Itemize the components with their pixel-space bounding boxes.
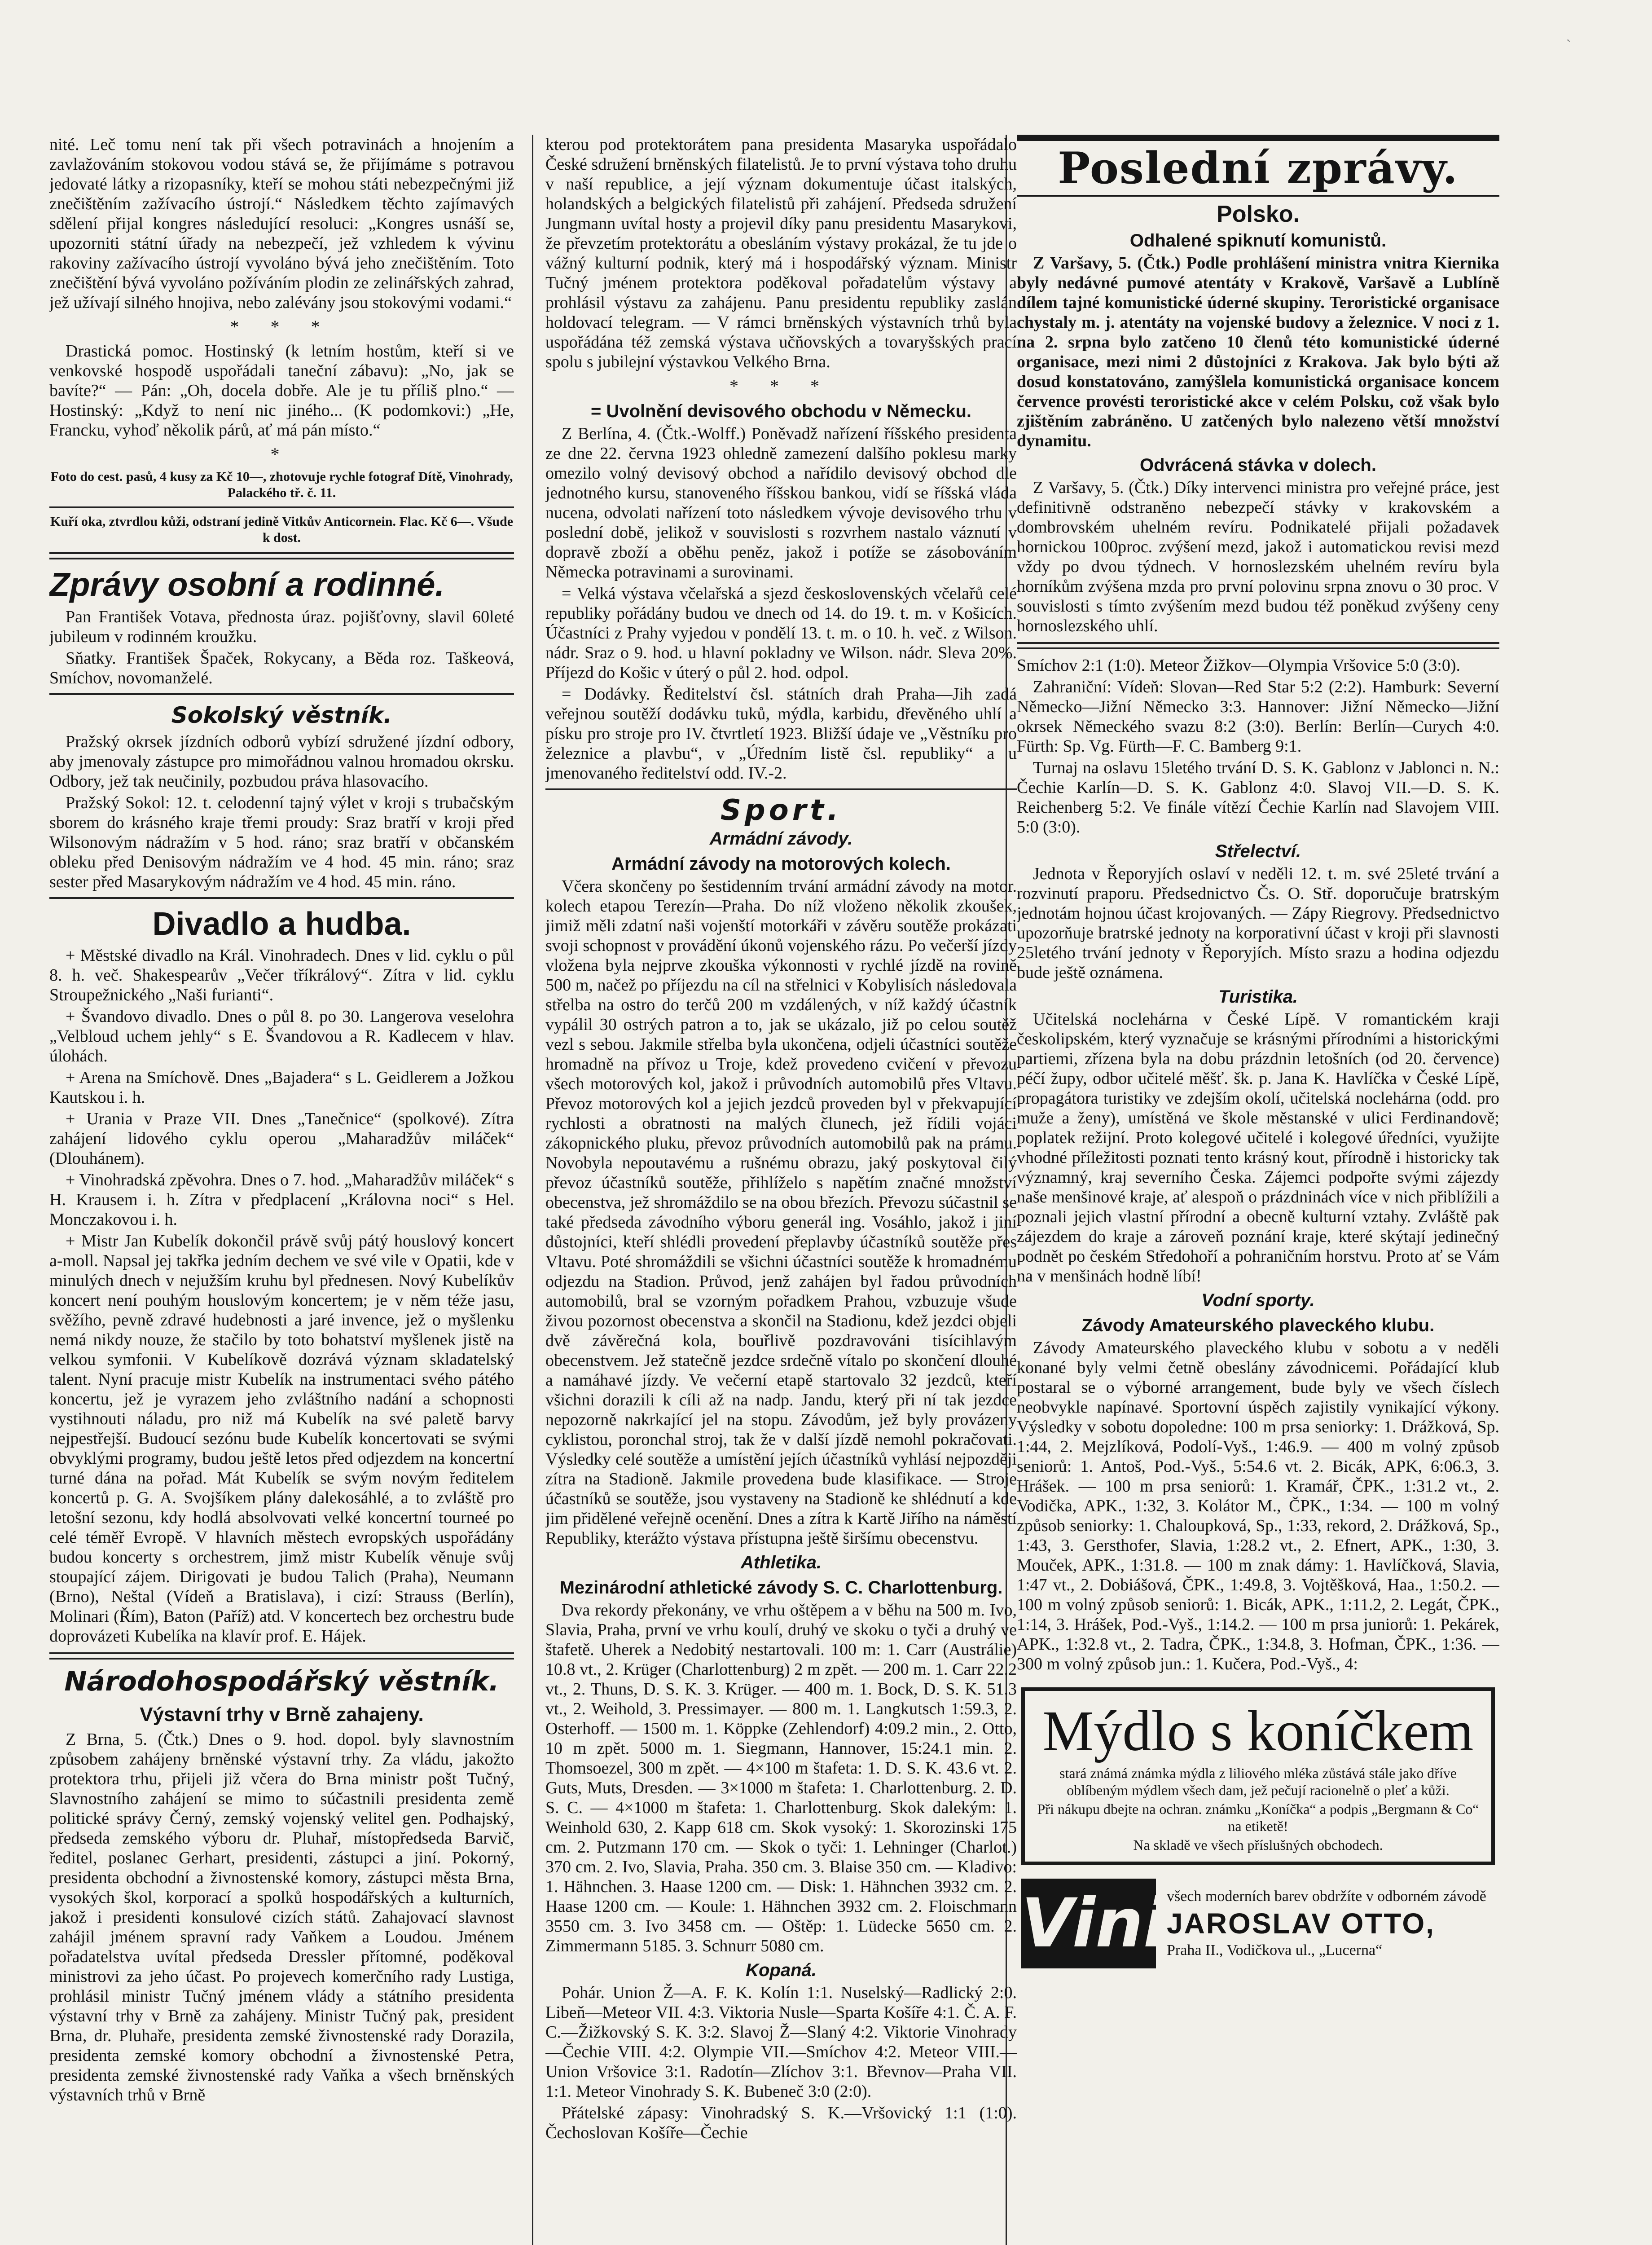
- advert-brand: JAROSLAV OTTO,: [1167, 1907, 1435, 1940]
- article-text: Z Berlína, 4. (Čtk.-Wolff.) Poněvadž nařízení říšského presidenta ze dne 22. června 1923 ohledně zamezení dalšího poklesu marky omezilo volný devisový obchod a nařídilo devisový obchod dle jednotného kursu, stanoveného říšskou bankou, vidí se říšská vláda nucena, odvolati nařízení toto následkem vývoje devisového trhu v poslední době, jelikož v souvislosti s rozvrhem nastalo váznutí v dopravě zboží a oběhu peněz, jakož i potíže se zásobováním Německa potravinami a surovinami.: [545, 424, 1017, 581]
- article-text: = Dodávky. Ředitelství čsl. státních drah Praha—Jih zadá veřejnou soutěží dodávku tuků, mýdla, karbidu, dřevěného uhlí a písku pro stroje pro IV. čtvrtletí 1923. Bližší údaje ve „Věstníku pro železnice a plavbu“, v „Úředním listě čsl. republiky“ a u jmenovaného ředitelství odd. IV.-2.: [545, 685, 1017, 783]
- separator-stars: * * *: [230, 317, 334, 337]
- divider: [49, 506, 514, 508]
- separator-stars: * * *: [729, 376, 833, 396]
- article-text: Z Brna, 5. (Čtk.) Dnes o 9. hod. dopol. byly slavnostním způsobem zahájeny brněnské výstavní trhy. Za vládu, jakožto protektora trhu, přijeli již včera do Brna ministr pošt Tučný, Slavnostního zahájení se mimo to súčastnili presidenta země politické správy Černý, zemský vojenský velitel gen. Podhajský, předseda zemského výboru dr. Pluhař, místopředseda Barvič, ředitel, poslanec Gerhart, presidenti, zástupci a jiní. Pokorný, presidenta obchodní a živnostenské komory, zástupci města Brna, vysokých škol, korporací a spolků hospodářských a kulturních, jakož i presidenti konsulové cizích států. Zahajovací slavnost zahájil jménem spravní rady Vaňkem a Loudou. Jménem pořadatelstva uvítal předseda Dressler přítomné, poděkoval ministrovi za jeho účast. Po projevech komerčního rady Lustiga, prohlásil ministr Tučný jménem vlády a státního presidenta výstavní trhy v Brně za zahájeny. Ministr Tučný pak, president Brna, dr. Pluhaře, presidenta zemské živnostenské rady Dorazila, presidenta zemské komory obchodní a živnostenské Petra, presidenta zemské živnostenské rady Vaňka a všech brněnských výstavních trhů v Brně: [49, 1730, 514, 2104]
- football-results: Přátelské zápasy: Vinohradský S. K.—Vršovický 1:1 (1:0). Čechoslovan Košíře—Čechie: [545, 2104, 1017, 2142]
- advert-text: Praha II., Vodičkova ul., „Lucerna“: [1167, 1942, 1383, 1959]
- theatre-news: + Urania v Praze VII. Dnes „Tanečnice“ (spolkové). Zítra zahájení lidového cyklu operou „Maharadžův miláček“ (Dlouhánem).: [49, 1109, 514, 1168]
- theatre-news: + Městské divadlo na Král. Vinohradech. Dnes v lid. cyklu o půl 8. h. več. Shakespearův „Večer tříkrálový“. Zítra v lid. cyklu Stroupežnického „Naši furianti“.: [49, 946, 514, 1004]
- separator-star: *: [270, 444, 293, 464]
- advert-text: Při nákupu dbejte na ochran. známku „Koníčka“ a podpis „Bergmann & Co“ na etiketě!: [1037, 1801, 1479, 1834]
- section-heading: Zprávy osobní a rodinné.: [49, 566, 444, 603]
- theatre-news: + Vinohradská zpěvohra. Dnes o 7. hod. „Maharadžův miláček“ s H. Krausem i. h. Zítra v předplacení „Královna noci“ s Hel. Monczakovou i. h.: [49, 1171, 514, 1229]
- ad-foto: Foto do cest. pasů, 4 kusy za Kč 10—, zhotovuje rychle fotograf Dítě, Vinohrady, Palackého tř. č. 11.: [50, 469, 513, 500]
- football-results: Pohár. Union Ž—A. F. K. Kolín 1:1. Nuselský—Radlický 2:0. Libeň—Meteor VII. 4:3. Viktoria Nusle—Sparta Košíře 4:1. Č. A. F. C.—Žižkovský S. K. 3:2. Slavoj Ž—Slaný 4:2. Viktorie Vinohrady—Čechie VIII. 4:2. Olympie VII.—Smíchov 4:2. Meteor VIII.—Union Vršovice 3:1. Radotín—Zlíchov 3:1. Břevnov—Praha VII. 1:1. Meteor Vinohrady S. K. Bubeneč 3:0 (2:0).: [545, 1983, 1017, 2101]
- article-heading: Závody Amateurského plaveckého klubu.: [1081, 1316, 1435, 1335]
- column-2: [545, 135, 1017, 2245]
- section-heading: Národohospodářský věstník.: [64, 1666, 499, 1697]
- divider: [1017, 642, 1499, 649]
- advert-text: stará známá známka mýdla z liliového mléka zůstává stále jako dříve oblíbeným mýdlem všech dam, jež pečují racionelně o pleť a kůži.: [1059, 1765, 1457, 1798]
- advert-title: Mýdlo s koníčkem: [1042, 1699, 1474, 1763]
- subsection-heading: Athletika.: [740, 1553, 822, 1572]
- article-text: Z Varšavy, 5. (Čtk.) Díky intervenci ministra pro veřejné práce, jest definitivně odstraněno nebezpečí stávky v krakovském a dombrovském uhelném revíru. Podnikatelé přijali požadavek hornickou 100proc. zvýšení mezd, jakož i automatickou revisi mezd vždy po dvou týdnech. V hornoslezském uhelném revíru byla horníkům zvýšena mzda pro první polovinu srpna znovu o 30 proc. V souvislosti s tímto zvýšením mezd budou též poněkud zvýšeny ceny hornoslezského uhlí.: [1017, 478, 1499, 635]
- advert-text: všech moderních barev obdržíte v odborném závodě: [1167, 1888, 1486, 1905]
- article-heading: Polsko.: [1217, 201, 1300, 227]
- sokol-news: Pražský Sokol: 12. t. celodenní tajný výlet v kroji s trubačským sborem do krásného kraje třemi proudy: Sraz bratří v kroji před Wilsonovým nádražím v 5 hod. ráno; sraz bratří v občanském obleku před Denisovým nádražím ve 4 hod. 45 min. ráno; sraz sester před Masarykovým nádražím ve 4 hod. 45 min. ráno.: [49, 793, 514, 891]
- subsection-heading: Vodní sporty.: [1201, 1290, 1315, 1310]
- advert-paints: [1021, 1879, 1495, 1968]
- theatre-news: + Arena na Smíchově. Dnes „Bajadera“ s L. Geidlerem a Jožkou Kautskou i. h.: [49, 1068, 514, 1107]
- advert-body: [1156, 1888, 1486, 1959]
- theatre-news: + Švandovo divadlo. Dnes o půl 8. po 30. Langerova veselohra „Velbloud uchem jehly“ s E. Švandovou a R. Kadlecem v hlav. úlohách.: [49, 1007, 514, 1065]
- personal-news: Pan František Votava, přednosta úraz. pojišťovny, slavil 60leté jubileum v rodinném kroužku.: [49, 607, 514, 646]
- article-text: Učitelská noclehárna v České Lípě. V romantickém kraji českolipském, který vyznačuje se krásnými přírodními a historickými partiemi, zřízena byla na dobu prázdnin letošních (od 20. července) péčí župy, odbor učitelé měšť. šk. p. Jana K. Havlíčka v České Lípě, propagátora turistiky ve zdejším okolí, učitelská noclehárna (odd. pro muže a ženy), umístěná ve škole městanské v ulici Ferdinandově; poplatek režijní. Proto kolegové učitelé i kolegové úředníci, využijte vhodné příležitosti poznati tento krásný kout, přírodně i historicky tak významný, kraj severního Česka. Zájemci podpořte svými zájezdy naše menšinové kraje, ať alespoň o prázdninách více v nich přiblížili a poznali jejich vlastní přírodní a obecně kulturní vztahy. Zvláště pak zájezdem do kraje a zároveň poznání kraje, které skýtají jedinečný podnět po českém Středohoří a pohraničním horstvu. Proto ať se Vám na v menšinách hodně líbí!: [1017, 1010, 1499, 1285]
- divider: [49, 552, 514, 559]
- article-text: Jednota v Řeporyjích oslaví v neděli 12. t. m. své 25leté trvání a rozvinutí praporu. Předsednictvo Čs. O. Stř. doporučuje bratrským jednotám hojnou účast krojovaných. — Zápy Riegrovy. Předsednictvo upozorňuje bratrské jednoty na korporativní účast v kroji při slavnosti 25letého trvání jednoty v Řeporyjích. Místo srazu a hodina odjezdu bude ještě oznámena.: [1017, 864, 1499, 982]
- article-text: = Velká výstava včelařská a sjezd československých včelařů celé republiky pořádány budou ve dnech od 14. do 19. t. m. v Košicích. Účastníci z Prahy vyjedou v pondělí 13. t. m. o 10. h. več. z Wilson. nádr. Sraz o 9. hod. u hlavní pokladny ve Wilson. nádr. Sleva 20%. Příjezd do Košic v úterý o půl 2. hod. odpol.: [545, 584, 1017, 682]
- subsection-heading: Střelectví.: [1215, 841, 1301, 861]
- article-heading: Armádní závody na motorových kolech.: [611, 854, 951, 874]
- latest-news-header: [1017, 135, 1499, 197]
- ad-anticornein: Kuří oka, ztvrdlou kůži, odstraní jedině Vitkův Anticornein. Flac. Kč 6—. Všude k dost.: [50, 514, 514, 545]
- article-subheading: Odvrácená stávka v dolech.: [1140, 455, 1376, 475]
- section-heading: Divadlo a hudba.: [152, 906, 411, 942]
- article-heading: Mezinárodní athletické závody S. C. Charlottenburg.: [559, 1578, 1003, 1598]
- sokol-news: Pražský okrsek jízdních odborů vybízí sdružené jízdní odbory, aby jmenovaly zástupce pro mimořádnou valnou hromadou okrsku. Odbory, jež tak neučinily, pozbudou práva hlasovacího.: [49, 732, 514, 791]
- football-results: Turnaj na oslavu 15letého trvání D. S. K. Gablonz v Jablonci n. N.: Čechie Karlín—D. S. K. Gablonz 4:0. Slavoj VII.—D. S. K. Reichenberg 5:2. Ve finále vítězí Čechie Karlín nad Slavojem VIII. 5:0 (3:0).: [1017, 758, 1499, 836]
- margin-mark: `: [1566, 36, 1571, 54]
- swimming-results: Závody Amateurského plaveckého klubu v sobotu a v neděli konané byly velmi četně obeslány závodnicemi. Pořádající klub postaral se o výborné arrangement, bude byly ve všech číslech neobvykle napínavé. Sportovní úspěch zajistily vynikající výkony. Výsledky v sobotu dopoledne: 100 m prsa seniorky: 1. Drážková, Sp. 1:44, 2. Mejzlíková, Podolí-Vyš., 1:46.9. — 400 m volný způsob seniorů: 1. Antoš, Pod.-Vyš., 5:54.6 vt. 2. Bicák, APK, 6:06.3, 3. Hrášek. — 100 m prsa seniorů: 1. Kramář, ČPK., 1:31.2 vt., 2. Vodička, APK., 1:32, 3. Kolátor M., ČPK., 1:34. — 100 m volný způsob seniorky: 1. Chaloupková, Sp., 1:33, rekord, 2. Drážková, Sp., 1:43, 3. Gersthofer, Slavia, 1:28.2 vt., 2. Efnert, APK., 1:30, 3. Mouček, APK., 1:31.8. — 100 m znak dámy: 1. Havlíčková, Slavia, 1:47 vt., 2. Dobiášová, ČPK., 1:49.8, 3. Vojtěšková, Haa., 1:50.2. — 100 m volný způsob seniorů: 1. Bicák, APK., 1:11.2, 2. Legát, ČPK., 1:14, 3. Hrášek, Pod.-Vyš., 1:14.2. — 100 m prsa juniorů: 1. Pekárek, APK., 1:32.8 vt., 2. Tadra, ČPK., 1:34.8, 3. Hofman, ČPK., 1:36. — 300 m volný způsob jun.: 1. Kučera, Pod.-Vyš., 4:: [1017, 1338, 1499, 1673]
- football-results: Smíchov 2:1 (1:0). Meteor Žižkov—Olympia Vršovice 5:0 (3:0).: [1017, 656, 1461, 675]
- subsection-heading: Armádní závody.: [709, 829, 853, 849]
- section-heading: Poslední zprávy.: [1058, 143, 1459, 194]
- section-heading: Sport.: [720, 794, 842, 827]
- divider: [545, 788, 1017, 790]
- advert-soap: [1021, 1687, 1495, 1865]
- article-subheading: Odhalené spiknutí komunistů.: [1129, 231, 1387, 251]
- article-text: nité. Leč tomu není tak při všech potravinách a hnojením a zavlažováním stokovou vodou stává se, že přijímáme s potravou jedovaté látky a rizopasníky, kteří se mohou státi nebezpečnými již znečištěním zažívacího ústrojí.“ Následkem těchto zajímavých sdělení přijal kongres následující resoluci: „Kongres usnáší se, upozorniti státní úřady na nebezpečí, jež vzhledem k vývinu rakoviny zažívacího ústrojí vyvoláno bývá jeho znečištěním. Toto znečištění bývá vyvoláno požíváním plodin ze zelinářských zahrad, jež užívají silného hnojiva, nebo zalévány jsou stokovými vodami.“: [49, 135, 514, 312]
- football-results: Zahraniční: Vídeň: Slovan—Red Star 5:2 (2:2). Hamburk: Severní Německo—Jižní Německo 3:3. Hannover: Jižní Německo—Jižní okrsek Německého svazu 8:2 (3:0). Berlín: Berlín—Curych 4:0. Fürth: Sp. Vg. Fürth—F. C. Bamberg 9:1.: [1017, 678, 1499, 756]
- divider: [49, 897, 514, 899]
- personal-news: Sňatky. František Špaček, Rokycany, a Běda roz. Taškeová, Smíchov, novomanželé.: [49, 649, 514, 687]
- article-text: Z Varšavy, 5. (Čtk.) Podle prohlášení ministra vnitra Kiernika byly nedávné pumové atentáty v Krakově, Varšavě a Lublíně dílem tajné komunistické úderné skupiny. Teroristické organisace chystaly m. j. atentáty na vojenské budovy a železnice. V noci z 1. na 2. srpna bylo zatčeno 10 členů této komunistické úderné organisace, mezi nimi 2 důstojníci z Krakova. Jak bylo býti až dosud konstatováno, zamýšlela komunistická organisace koncem července provésti teroristické akce v celém Polsku, což však bylo zjištěním zabráněno. U zatčených bylo nalezeno větší množství dynamitu.: [1017, 254, 1499, 450]
- divider: [49, 693, 514, 695]
- section-heading: Sokolský věstník.: [171, 702, 392, 728]
- article-text: kterou pod protektorátem pana presidenta Masaryka uspořádalo České sdružení brněnských filatelistů. Je to první výstava toho druhu v naší republice, a její význam dokumentuje účast italských, holandských a belgických filatelistů při zahájení. Předseda sdružení Jungmann uvítal hosty a projevil díky panu presidentu Masarykovi, že převzetím protektorátu a obesláním výstavy prokázal, že tu jde o vážný kulturní podnik, který má i hospodářský význam. Ministr Tučný jménem protektora poděkoval pořadatelům výstavy a prohlásil výstavu za zahájenu. Panu presidentu republiky zaslán holdovací telegram. — V rámci brněnských výstavních trhů byla uspořádána též zemská výstava učňovských a tovaryšských prací spolu s jubilejní výstavkou Velkého Brna.: [545, 135, 1017, 371]
- article-heading: = Uvolnění devisového obchodu v Německu.: [591, 401, 971, 421]
- article-text: Dva rekordy překonány, ve vrhu oštěpem a v běhu na 500 m. Ivo, Slavia, Praha, první ve vrhu koulí, druhý ve skoku o tyči a druhý ve štafetě. Uherek a Nedobitý nestartovali. 100 m: 1. Carr (Austrálie) 10.8 vt., 2. Krüger (Charlottenburg) 2 m zpět. — 200 m. 1. Carr 22.2 vt., 2. Thuns, D. S. K. 3. Krüger. — 400 m. 1. Bock, D. S. K. 51.3 vt., 2. Weihold, 3. Pressimayer. — 800 m. 1. Langkutsch 1:59.3, 2. Osterhoff. — 1500 m. 1. Köppke (Zehlendorf) 4:09.2 min., 2. Otto, 10 m zpět. 5000 m. 1. Siegmann, Hannover, 15:24.1 min. 2. Thomsoezel, 300 m zpět. — 4×100 m štafeta: 1. D. S. K. 43.6 vt. 2. Guts, Muts, Dresden. — 3×1000 m štafeta: 1. Charlottenburg. 2. D. S. C. — 4×1000 m štafeta: 1. Charlottenburg. Skok dalekým: 1. Weinhold 630, 2. Kapp 618 cm. Skok vysoký: 1. Skorozinski 175 cm. 2. Putzmann 170 cm. — Skok o tyči: 1. Lehninger (Charlot.) 370 cm. 2. Ivo, Slavia, Praha. 350 cm. 3. Blaise 350 cm. — Kladivo: 1. Hähnchen. 3. Haase 1200 cm. — Disk: 1. Hähnchen 3932 cm. 2. Haase 1200 cm. — Koule: 1. Hähnchen 3932 cm. 2. Floischmann 3550 cm. 3. Ivo 3458 cm. — Oštěp: 1. Lüdecke 5650 cm. 2. Zimmermann 5185. 3. Schnurr 5080 cm.: [545, 1601, 1017, 1955]
- article-heading: Výstavní trhy v Brně zahajeny.: [140, 1704, 424, 1726]
- anecdote-text: Drastická pomoc. Hostinský (k letním hostům, kteří si ve venkovské hospodě uspořádali taneční zábavu): „No, jak se bavíte?“ — Pán: „Oh, docela dobře. Ale je tu příliš plno.“ — Hostinský: „Když to není nic jiného... (K podomkovi:) „He, Francku, vyhoď několik párů, ať má pán místo.“: [49, 342, 514, 440]
- column-rule: [532, 135, 533, 2245]
- advert-logo: Vini: [1021, 1879, 1156, 1968]
- article-text: Včera skončeny po šestidenním trvání armádní závody na motor. kolech etapou Terezín—Praha. Do níž vloženo několik zkoušek, jimiž měli zdatní naši vojenští motorkáři v závěru soutěže prokázati svoji schopnost v provádění úkonů vojenského rázu. Po večerší jízdy vložena byla nejprve zkouška výkonnosti v rychlé jízdě na rovině 500 m, načež po příjezdu na cíl na střelnici v Kobylisích následovala střelba na ostro do terčů 200 m vzdálených, v níž každý účastník vypálil 30 ostrých patron a to, jak se ukázalo, již po celou soutěž vezl s sebou. Jakmile střelba byla ukončena, odjeli účastníci soutěže hromadně na přívoz u Troje, kdež provedeno cvičení v převozu všech motorových kol, jakož i průvodních automobilů přes Vltavu. Převoz motorových kol a jejich jezdců proveden byl v překvapující rychlosti a obratnosti na malých člunech, jež řídili vojáci zákopnického pluku, převoz průvodních automobilů pak na prámu. Novobyla nepoutavému a rušnému obrazu, jaký poskytoval čilý převoz účastníků soutěže, přihlíželo s napětím značné množství obecenstva, jež shromáždilo se na obou březích. Převozu súčastnil se také předseda závodního výboru generál ing. Vosáhlo, jakož i jiní důstojníci, kteří shlédli provedení přeplavby účastníků soutěže přes Vltavu. Poté shromáždili se všichni účastníci soutěže k hromadnému odjezdu na Stadion. Průvod, jenž zahájen byl řadou průvodních automobilů, bral se vzorným pořadkem Prahou, vzbuzuje všude živou pozornost obecenstva a skončil na Stadionu, kdež jezdci objeli dvě závěrečná kola, bouřlivě pozdravováni tisícihlavým obecenstvem. Jež statečně jezdce srdečně vítalo po skončení dlouhé a namáhavé jízdy. Ve večerní etapě startovalo 32 jezdců, kteří všichni dorazili k cíli až na nadp. Jandu, který při ní tak jezdce nepozorně nakrkající jel na stopu. Závodům, jež byly provázeny cyklistou, poronchal stroj, tak že v další jízdě nemohl pokračovati. Výsledky celé soutěže a umístění jejích účastníků vyhlásí nejpozději zítra na Stadioně. Jakmile provedena bude klasifikace. — Stroje účastníků se soutěže, jsou vystaveny na Stadioně ke shlédnutí a kde jim přidělené veřejně ocenění. Dnes a zítra k Kartě Jiřího na náměstí Republiky, kterážto výstava přístupna ještě širšímu obecenstvu.: [545, 877, 1017, 1548]
- subsection-heading: Turistika.: [1218, 987, 1298, 1007]
- divider: [49, 1652, 514, 1660]
- advert-text: Na skladě ve všech příslušných obchodech.: [1133, 1837, 1383, 1853]
- column-1: [49, 135, 514, 2245]
- column-3: [1017, 135, 1499, 2245]
- subsection-heading: Kopaná.: [746, 1960, 817, 1980]
- music-news: + Mistr Jan Kubelík dokončil právě svůj pátý houslový koncert a-moll. Napsal jej takřka jedním dechem ve své vile v Opatii, kde v minulých dnech v nejužším kruhu byl přednesen. Nový Kubelíkův koncert není pouhým houslovým koncertem; je v něm téže jasu, svěžího, pevně zdravé hudebnosti a jaré invence, jež o myšlenku nemá nikdy nouze, že stačilo by toto bohatství myšlenek jistě na velkou symfonii. V Kubelíkově dozrává význam skladatelský talent. Nyní pracuje mistr Kubelík na instrumentaci svého pátého koncertu, jež je vyrazem jeho zvláštního nadání a schopnosti vystihnouti náladu, pro niž má Kubelík na své paletě barvy nejpestřejší. Budoucí sezónu bude Kubelík koncertovati se svými obvyklými programy, budou ještě letos před odjezdem na koncertní turné dána na pořad. Mát Kubelík se svým novým ředitelem koncertů p. G. A. Svojšíkem plány dalekosáhlé, a to zvláště pro letošní sezonu, kdy hodlá absolvovati velké koncertní tourneé po celé téměř Evropě. V hlavních městech evropských uspořádány budou koncerty s orchestrem, jimž mistr Kubelík věnuje svůj stoupající zájem. Dirigovati je budou Talich (Praha), Neumann (Brno), Neštal (Vídeň a Bratislava), i cizí: Strauss (Berlín), Molinari (Řím), Baton (Paříž) atd. V koncertech bez orchestru bude doprovázeti Kubelíka na klavír prof. E. Hájek.: [49, 1232, 514, 1646]
